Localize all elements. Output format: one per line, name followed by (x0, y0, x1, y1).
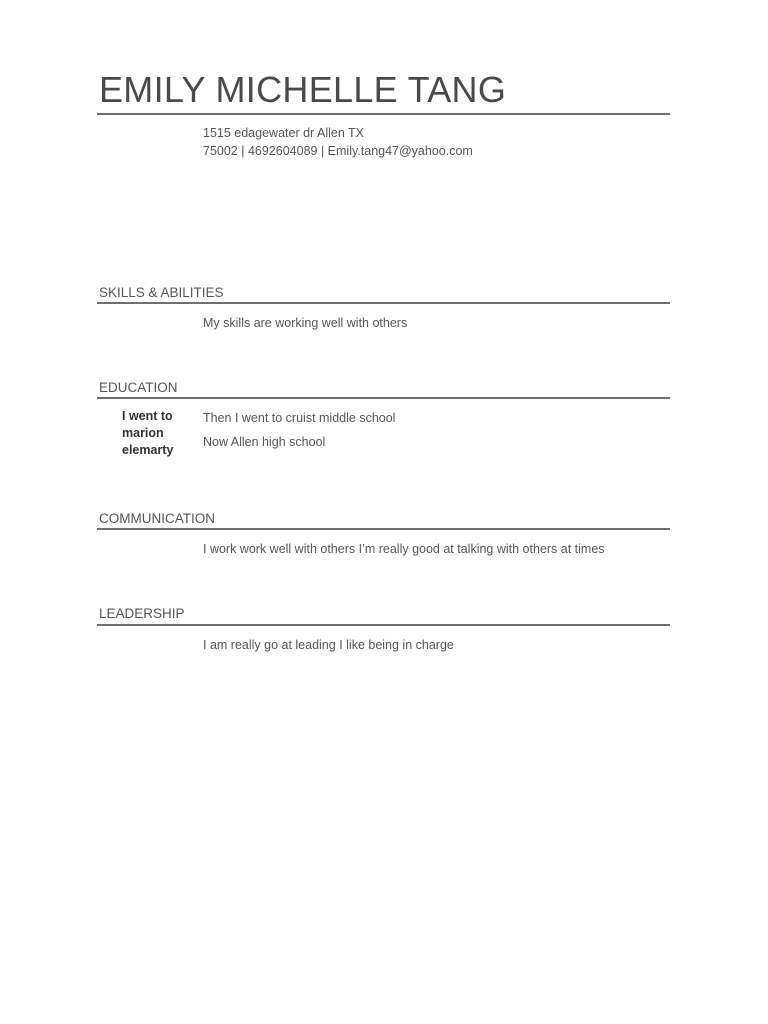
education-entry: Then I went to cruist middle school (203, 411, 396, 425)
leadership-text: I am really go at leading I like being in charge (203, 638, 454, 652)
skills-divider (97, 302, 670, 304)
header-divider (97, 113, 670, 115)
education-section-title: EDUCATION (99, 380, 178, 395)
resume-name: EMILY MICHELLE TANG (99, 69, 507, 110)
skills-text: My skills are working well with others (203, 316, 408, 330)
side-label-line: elemarty (122, 443, 174, 457)
communication-section-title: COMMUNICATION (99, 511, 215, 526)
contact-info (203, 124, 473, 160)
skills-section-title: SKILLS & ABILITIES (99, 285, 224, 300)
education-divider (97, 397, 670, 399)
communication-text: I work work well with others I’m really good at talking with others at times (203, 542, 605, 556)
address-line-1: 1515 edagewater dr Allen TX (203, 126, 364, 140)
side-label-line: marion (122, 426, 164, 440)
education-entry: Now Allen high school (203, 435, 326, 449)
education-side-label (122, 408, 192, 459)
address-line-2: 75002 | 4692604089 | Emily.tang47@yahoo.com (203, 144, 473, 158)
side-label-line: I went to (122, 409, 173, 423)
leadership-section-title: LEADERSHIP (99, 606, 185, 621)
communication-divider (97, 528, 670, 530)
leadership-divider (97, 624, 670, 626)
